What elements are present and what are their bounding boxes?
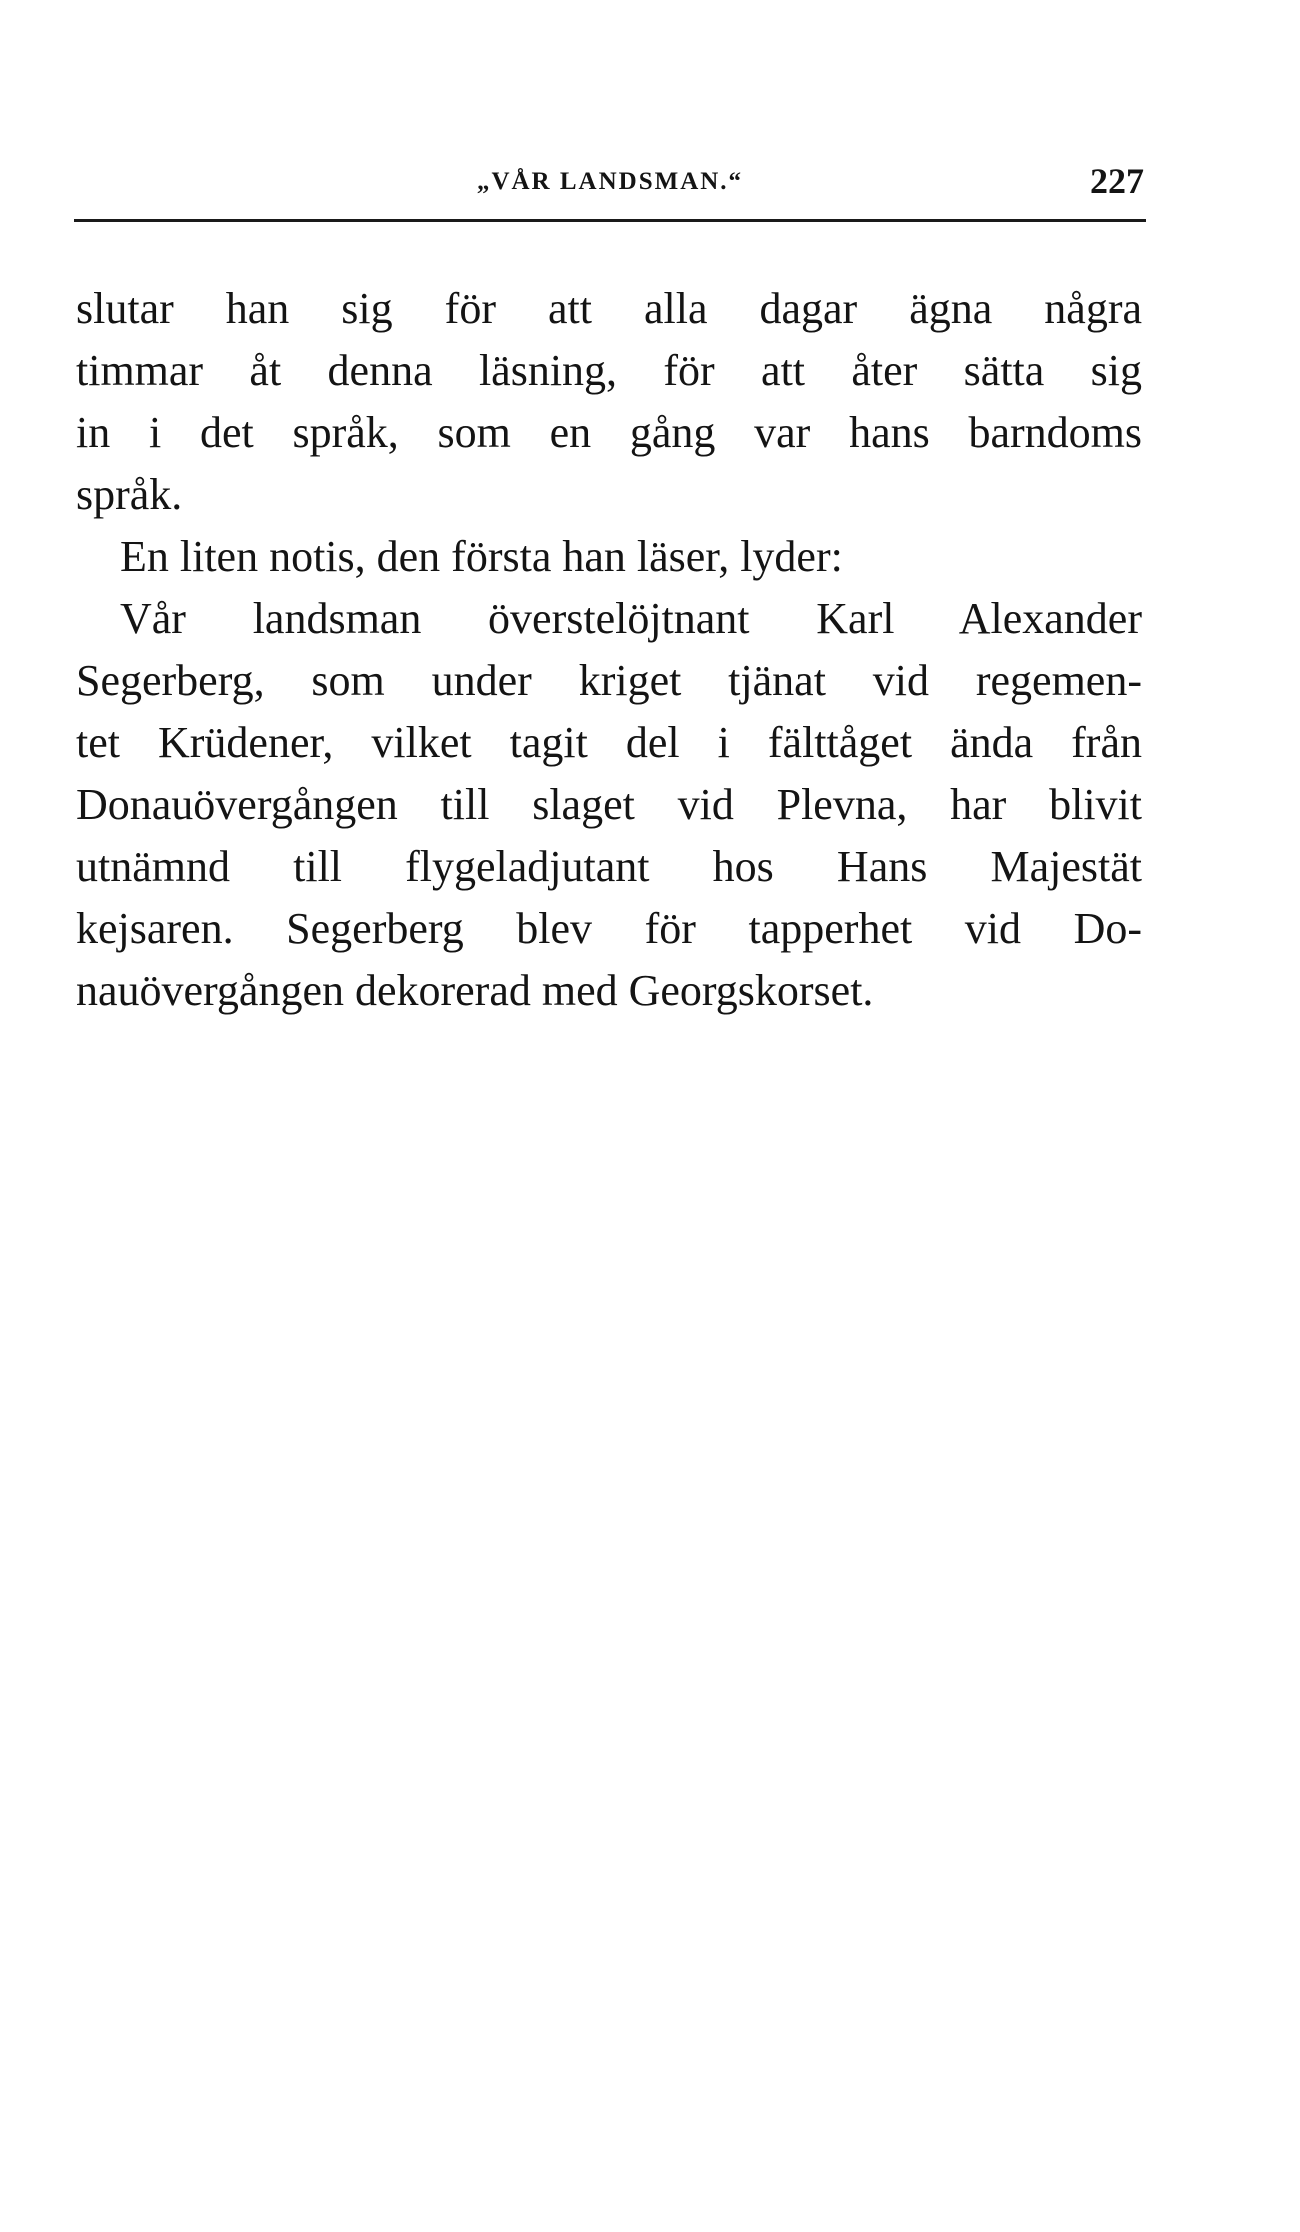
text-line: Vår landsman överstelöjtnant Karl Alexander — [120, 594, 1142, 643]
text-line: nauövergången dekorerad med Georgskorset. — [76, 966, 874, 1015]
text-line: Donauövergången till slaget vid Plevna, har blivit — [76, 780, 1142, 829]
text-line: utnämnd till flygeladjutant hos Hans Majestät — [76, 842, 1142, 891]
text-line: språk. — [76, 470, 183, 519]
text-line: kejsaren. Segerberg blev för tapperhet vid Do- — [76, 904, 1142, 953]
text-line: slutar han sig för att alla dagar ägna några — [76, 284, 1142, 333]
page-number: 227 — [1090, 161, 1144, 201]
text-line: in i det språk, som en gång var hans barndoms — [76, 408, 1142, 457]
text-line: tet Krüdener, vilket tagit del i fälttåget ända från — [76, 718, 1142, 767]
running-title: „VÅR LANDSMAN.“ — [476, 168, 744, 195]
running-header — [74, 160, 1146, 212]
text-line: En liten notis, den första han läser, lyder: — [120, 532, 843, 581]
text-line: timmar åt denna läsning, för att åter sätta sig — [76, 346, 1142, 395]
body-text — [76, 278, 1142, 1022]
header-rule — [74, 219, 1146, 222]
text-line: Segerberg, som under kriget tjänat vid regemen- — [76, 656, 1142, 705]
